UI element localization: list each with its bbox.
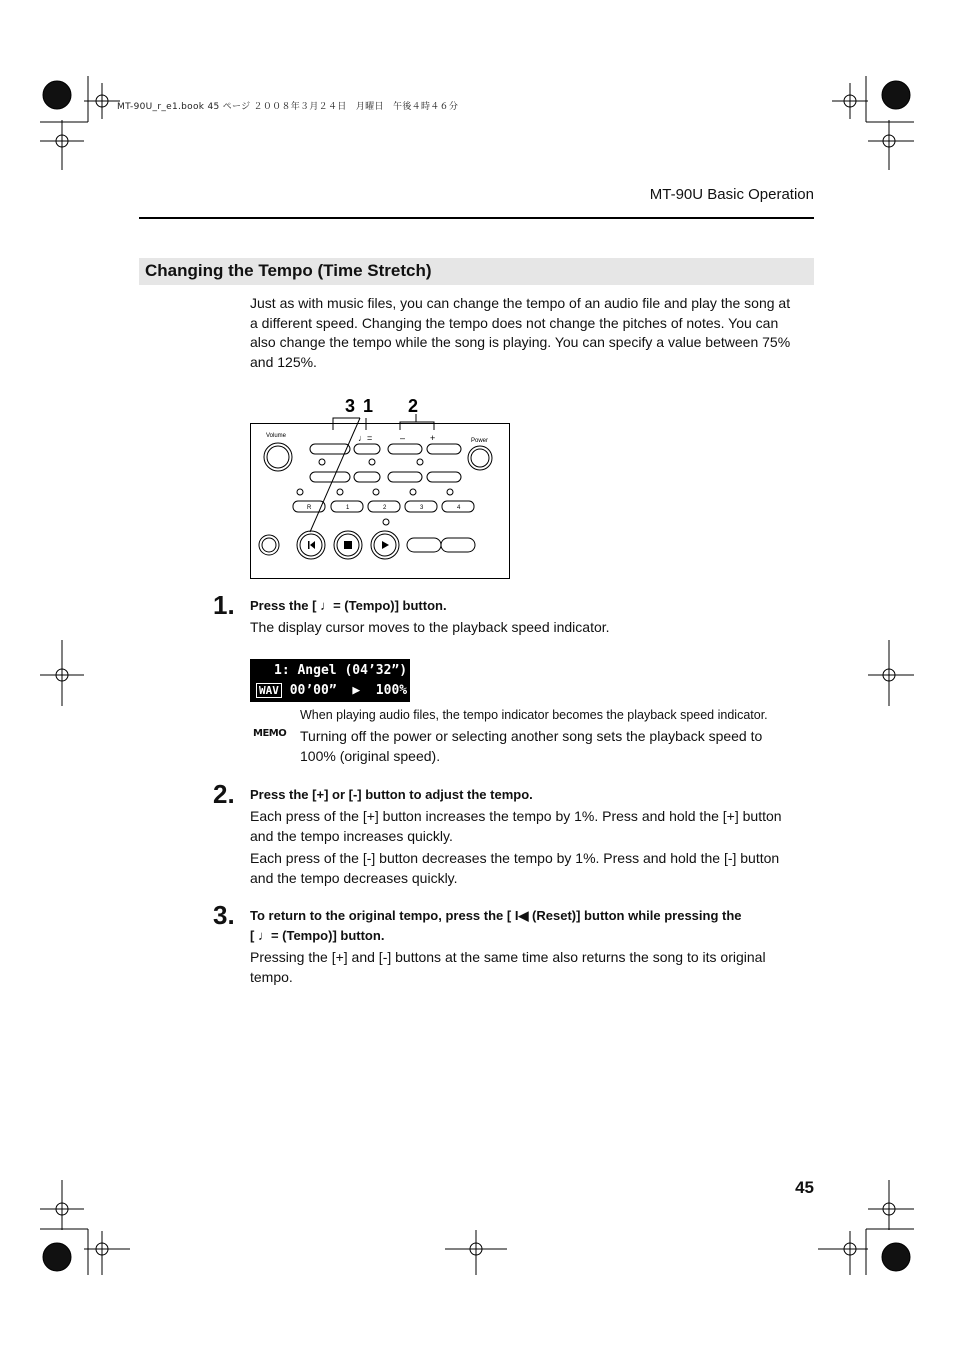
memo-small-note: When playing audio files, the tempo indicator becomes the playback speed indicator. [300, 708, 768, 722]
step-2-body-1: Each press of the [+] button increases the tempo by 1%. Press and hold the [+] button and the tempo increases quickly. [250, 808, 782, 844]
minus-label: – [400, 433, 406, 443]
memo-note: Turning off the power or selecting another song sets the playback speed to 100% (original speed). [300, 728, 763, 764]
step-2-number: 2. [213, 779, 235, 809]
running-header: MT-90U Basic Operation [649, 186, 814, 203]
marker-4: 4 [457, 505, 461, 511]
memo-icon: MEMO [253, 728, 287, 739]
power-label: Power [471, 438, 489, 444]
lcd-display [250, 659, 410, 702]
marker-r: R [307, 505, 312, 511]
section-title: Changing the Tempo (Time Stretch) [145, 261, 432, 280]
wav-badge: WAV [256, 683, 282, 698]
callout-leader-3 [310, 418, 360, 532]
lcd-line-2 [256, 683, 407, 698]
step-3-body: Pressing the [+] and [-] buttons at the same time also returns the song to its original tempo. [250, 949, 766, 985]
step-1-heading: Press the [ ♩= (Tempo)] button. [250, 598, 447, 613]
step-3-number: 3. [213, 900, 235, 930]
step-3-heading-line-1: To return to the original tempo, press the [ I◀ (Reset)] button while pressing the [250, 908, 742, 923]
rewind-button [407, 538, 441, 552]
callout-3: 3 [345, 396, 356, 416]
step-1-number: 1. [213, 590, 235, 620]
step-3-heading-line-2: [ ♩= (Tempo)] button. [250, 928, 385, 943]
minus-button [388, 444, 422, 454]
marker-2: 2 [383, 505, 387, 511]
front-panel-illustration [250, 394, 512, 580]
lcd-line-1: 1: Angel (04’32”) [274, 663, 408, 678]
callout-1: 1 [363, 396, 374, 416]
page-number: 45 [795, 1178, 814, 1197]
power-button [468, 446, 492, 470]
volume-knob [264, 443, 292, 471]
volume-label: Volume [266, 433, 287, 439]
fast-forward-button [441, 538, 475, 552]
step-2-heading: Press the [+] or [-] button to adjust the tempo. [250, 787, 533, 802]
plus-label: + [430, 433, 436, 443]
marker-3: 3 [420, 505, 424, 511]
callout-2: 2 [408, 396, 419, 416]
lcd-line-2-text: 00’00” ▶ 100% [281, 683, 408, 698]
tempo-button [354, 444, 380, 454]
marker-1: 1 [346, 505, 350, 511]
step-1-body: The display cursor moves to the playback speed indicator. [250, 619, 610, 635]
step-2-body-2: Each press of the [-] button decreases the tempo by 1%. Press and hold the [-] button and the tempo decreases quickly. [250, 850, 780, 886]
file-info: MT-90U_r_e1.book 45 ページ ２００８年３月２４日 月曜日 午後４時４６分 [117, 102, 459, 112]
tempo-symbol: ♩= [358, 433, 373, 443]
intro-paragraph: Just as with music files, you can change the tempo of an audio file and play the song at a different speed. Changing the tempo does not change the pitches of notes. You can also change the tempo while the song is playing. You can specify a value between 75% and 125%. [250, 295, 791, 370]
loop-button [310, 444, 350, 454]
plus-button [427, 444, 461, 454]
header-rule [139, 217, 814, 219]
